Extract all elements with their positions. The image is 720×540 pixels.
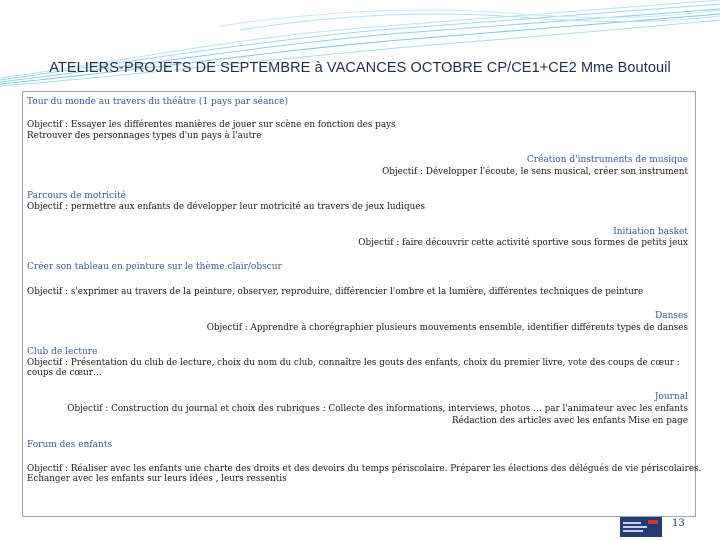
section-heading-forum: Forum des enfants — [27, 440, 113, 450]
section-objective-dance: Objectif : Apprendre à chorégraphier plusieurs mouvements ensemble, identifier différents types de danses — [206, 323, 688, 333]
header-wave-decoration — [0, 0, 720, 90]
section-objective-painting: Objectif : s'exprimer au travers de la peinture, observer, reproduire, différencier l'ombre et la lumière, différentes techniques de peinture — [27, 287, 644, 297]
section-heading-journal: Journal — [654, 392, 688, 402]
page-number: 13 — [672, 518, 685, 529]
section-objective-reading-club: Objectif : Présentation du club de lecture, choix du nom du club, connaître les gouts des enfants, choix du premier livre, vote des coups de cœur : coups de cœur… — [27, 358, 680, 378]
section-heading-motricity: Parcours de motricité — [27, 191, 126, 201]
section-objective-journal: Objectif : Construction du journal et choix des rubriques : Collecte des informations, interviews, photos … par l'animateur avec les enfants — [67, 404, 688, 414]
section-heading-dance: Danses — [655, 311, 688, 321]
section-heading-painting: Créer son tableau en peinture sur le thème clair/obscur — [27, 262, 282, 272]
section-heading-music: Création d'instruments de musique — [526, 155, 688, 165]
section-objective-forum: Objectif : Réaliser avec les enfants une charte des droits et des devoirs du temps périscolaire. Préparer les élections des délégués de vie périscolaires. — [27, 464, 702, 474]
section-objective-theatre: Objectif : Essayer les différentes manières de jouer sur scène en fonction des pays — [27, 120, 396, 130]
section-detail-forum: Echanger avec les enfants sur leurs idées , leurs ressentis — [27, 474, 287, 484]
section-heading-reading-club: Club de lecture — [27, 347, 98, 357]
section-heading-theatre: Tour du monde au travers du théâtre (1 pays par séance) — [27, 97, 288, 107]
section-detail-journal: Rédaction des articles avec les enfants Mise en page — [451, 416, 688, 426]
section-heading-basket: Initiation basket — [613, 227, 688, 237]
section-objective-basket: Objectif : faire découvrir cette activité sportive sous formes de petits jeux — [358, 238, 688, 248]
section-detail-theatre: Retrouver des personnages types d'un pays à l'autre — [27, 131, 262, 141]
section-objective-music: Objectif : Développer l'écoute, le sens musical, créer son instrument — [382, 167, 688, 177]
page-title: ATELIERS-PROJETS DE SEPTEMBRE à VACANCES OCTOBRE CP/CE1+CE2 Mme Boutouil — [49, 60, 671, 76]
section-objective-motricity: Objectif : permettre aux enfants de développer leur motricité au travers de jeux ludiques — [27, 202, 425, 212]
organization-logo — [620, 513, 662, 537]
